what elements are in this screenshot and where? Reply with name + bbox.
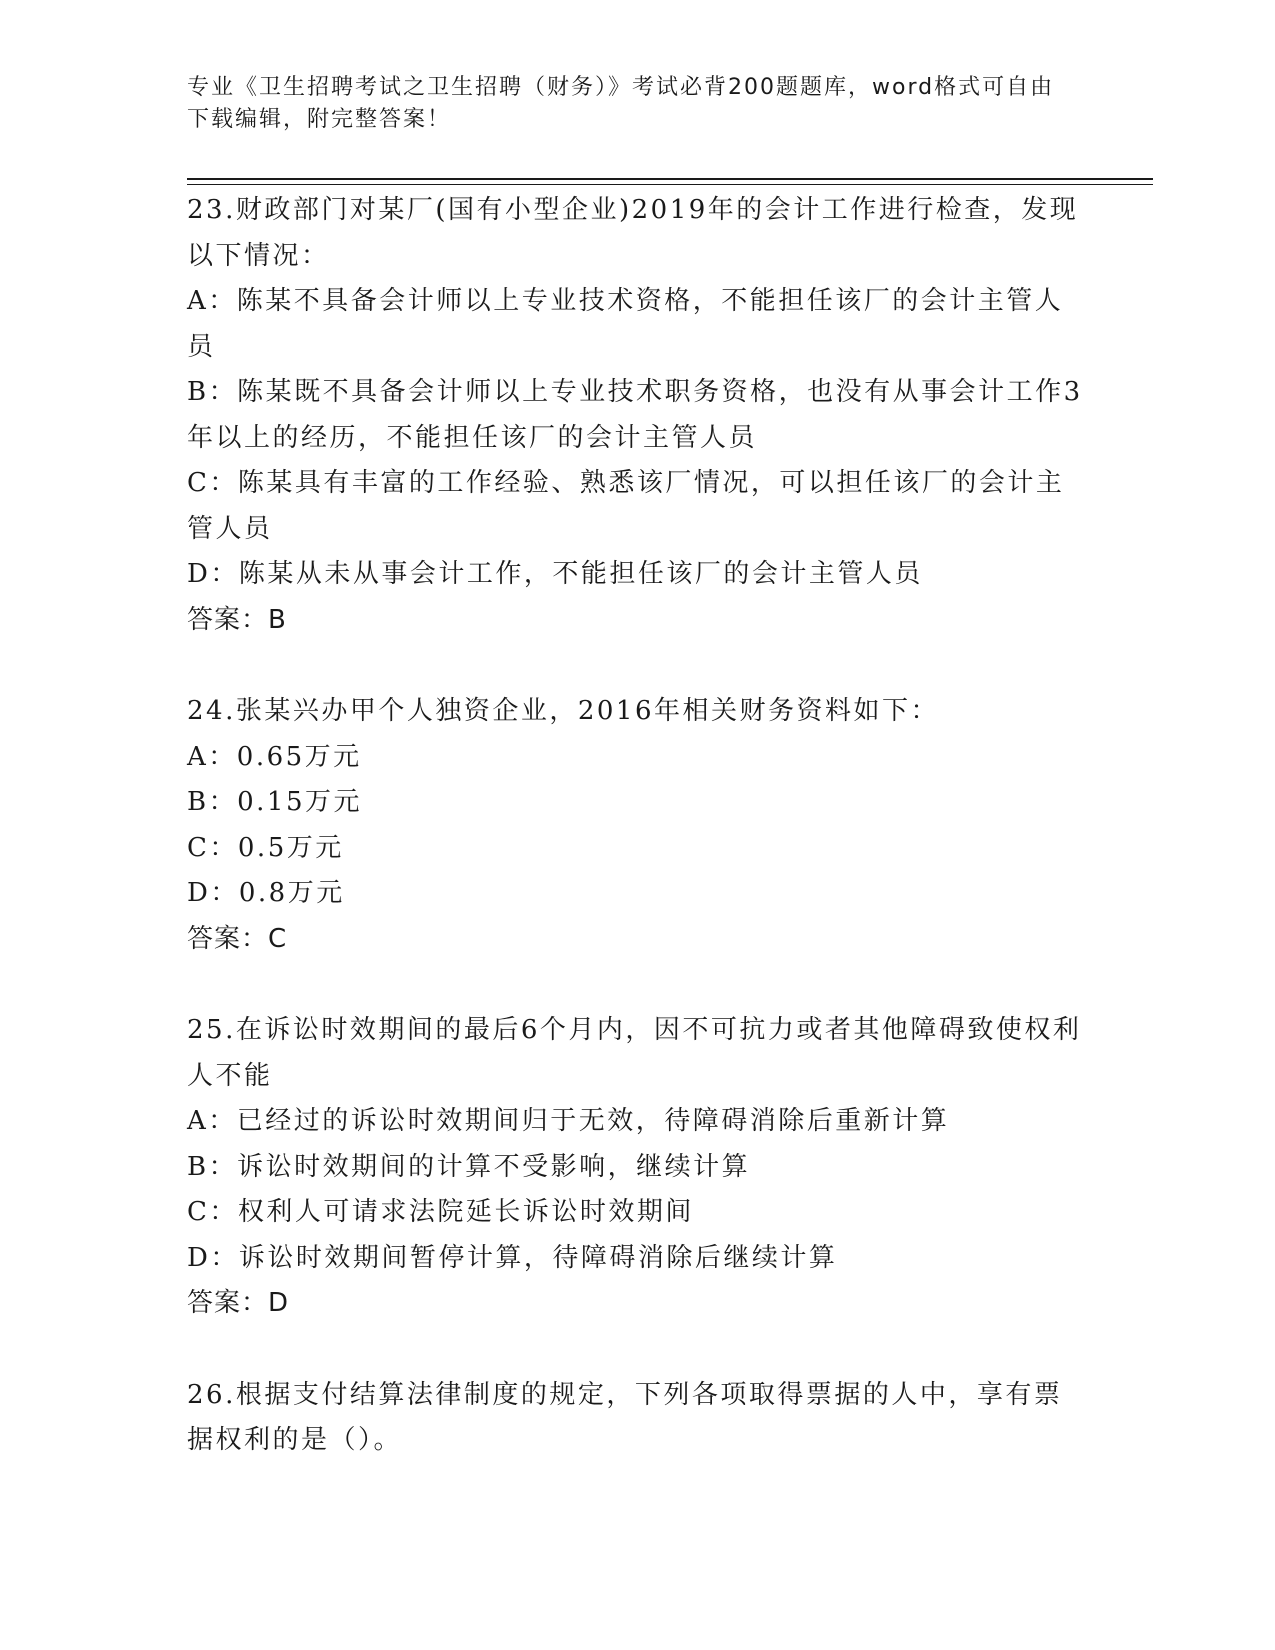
option-b: B：诉讼时效期间的计算不受影响，继续计算: [187, 1151, 751, 1182]
option-c: C：权利人可请求法院延长诉讼时效期间: [187, 1197, 694, 1227]
question-spacer: [187, 643, 1087, 689]
option-b: B：陈某既不具备会计师以上专业技术职务资格，也没有从事会计工作3年以上的经历，不能担任该厂的会计主管人员: [187, 377, 1083, 453]
question-23: [187, 188, 1087, 643]
question-stem: 26.根据支付结算法律制度的规定，下列各项取得票据的人中，享有票据权利的是（）。: [187, 1379, 1063, 1455]
question-stem: 24.张某兴办甲个人独资企业，2016年相关财务资料如下：: [187, 696, 940, 726]
question-spacer: [187, 1327, 1087, 1373]
option-a: A：0.65万元: [187, 741, 362, 772]
header-rule-thick: [187, 178, 1153, 180]
question-25: [187, 1008, 1087, 1327]
option-d: D：陈某从未从事会计工作，不能担任该厂的会计主管人员: [187, 559, 923, 589]
option-a: A：陈某不具备会计师以上专业技术资格，不能担任该厂的会计主管人员: [187, 286, 1064, 362]
option-d: D：诉讼时效期间暂停计算，待障碍消除后继续计算: [187, 1242, 838, 1273]
answer: 答案：D: [187, 1288, 290, 1318]
question-spacer: [187, 962, 1087, 1008]
document-header: 专业《卫生招聘考试之卫生招聘（财务）》考试必背200题题库，word格式可自由下载编辑，附完整答案！: [187, 75, 1055, 132]
question-stem: 25.在诉讼时效期间的最后6个月内，因不可抗力或者其他障碍致使权利人不能: [187, 1015, 1082, 1091]
question-26: [187, 1373, 1087, 1464]
question-list: [187, 188, 1087, 1464]
question-24: [187, 689, 1087, 962]
option-c: C：陈某具有丰富的工作经验、熟悉该厂情况，可以担任该厂的会计主管人员: [187, 468, 1065, 544]
option-d: D：0.8万元: [187, 878, 345, 908]
answer: 答案：B: [187, 604, 287, 635]
option-c: C：0.5万元: [187, 832, 344, 863]
question-stem: 23.财政部门对某厂(国有小型企业)2019年的会计工作进行检查，发现以下情况：: [187, 195, 1079, 271]
answer: 答案：C: [187, 923, 288, 954]
option-a: A：已经过的诉讼时效期间归于无效，待障碍消除后重新计算: [187, 1106, 950, 1136]
header-rule-thin: [187, 184, 1153, 185]
option-b: B：0.15万元: [187, 787, 362, 817]
